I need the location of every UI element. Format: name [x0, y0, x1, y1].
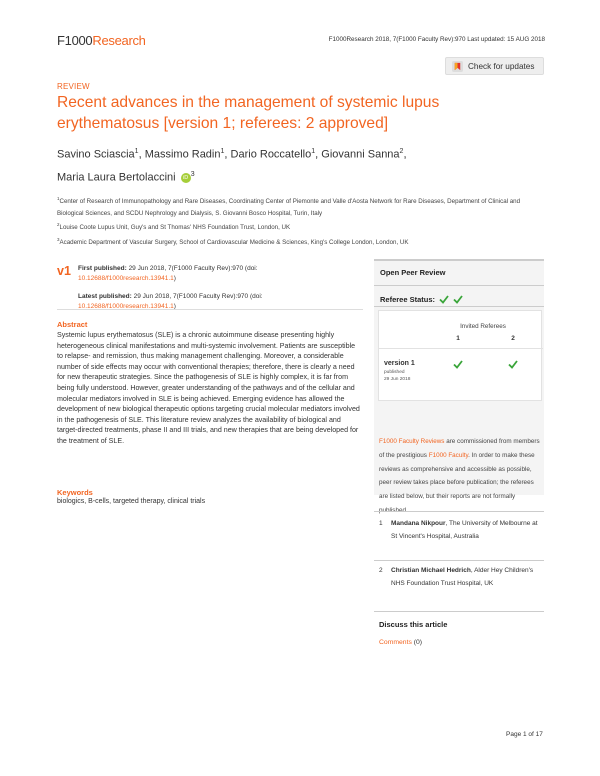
article-title: Recent advances in the management of systemic lupus erythematosus [version 1; referees: 2 approved]: [57, 94, 440, 132]
referee-name[interactable]: Christian Michael Hedrich: [391, 567, 471, 574]
approved-check-icon: [453, 294, 463, 304]
logo-prefix: F1000: [57, 33, 93, 48]
divider: [379, 348, 543, 349]
keywords-text: biologics, B-cells, targeted therapy, clinical trials: [57, 498, 206, 505]
publication-info: [78, 264, 363, 312]
first-published-text: 29 Jun 2018, 7(F1000 Faculty Rev):970 (doi:: [128, 265, 258, 272]
author-name[interactable]: Dario Roccatello: [230, 148, 312, 161]
approved-check-icon[interactable]: [453, 359, 463, 369]
referee-column-number: 2: [511, 335, 515, 342]
check-updates-button[interactable]: [445, 57, 544, 75]
latest-published-text: 29 Jun 2018, 7(F1000 Faculty Rev):970 (doi:: [133, 293, 263, 300]
approved-check-icon: [439, 294, 449, 304]
version-label[interactable]: version 1: [384, 360, 415, 367]
referee-number: 1: [379, 520, 383, 527]
author-affil-sup: 1: [220, 148, 225, 155]
author-list: Savino Sciascia$^1$, Massimo Radin$^1$, Dario Roccatello$^1$, Giovanni Sanna$^2$, Maria Laura Bertolaccini $iD^3$: [57, 148, 407, 184]
version-published-label: published: [384, 370, 405, 375]
page-number: Page 1 of 17: [506, 731, 543, 738]
author-name[interactable]: Giovanni Sanna: [321, 148, 400, 161]
divider: [374, 560, 544, 561]
comments-count: (0): [411, 639, 423, 646]
divider: [374, 611, 544, 612]
first-published-close: ): [173, 275, 176, 282]
approved-check-icon[interactable]: [508, 359, 518, 369]
check-updates-label: Check for updates: [468, 61, 535, 71]
faculty-link[interactable]: F1000 Faculty: [428, 451, 469, 459]
article-type: REVIEW: [57, 82, 90, 91]
orcid-icon[interactable]: iD: [181, 173, 191, 183]
referee-status-label: Referee Status:: [380, 294, 436, 304]
affiliation-text: Center of Research of Immunopathology and Rare Diseases, Coordinating Center of Piemonte and Valle d'Aosta Network for Rare Diseases, Department of Clinical and Biological Sciences, and SCDU Nephrology and Dialysis, S. Giovanni Bosco Hospital, Turin, Italy: [57, 198, 521, 217]
crossmark-icon: [452, 61, 463, 72]
affiliation-item: [57, 219, 547, 234]
divider: [374, 306, 544, 307]
author-affil-sup: 2: [399, 148, 404, 155]
referee-affiliation: , The University of Melbourne at St Vincent's Hospital, Australia: [391, 520, 538, 540]
version-badge: v1: [57, 264, 71, 278]
divider: [374, 511, 544, 512]
note-text: are commissioned from members of the prestigious: [379, 438, 540, 459]
affiliation-sup: 3: [57, 236, 60, 242]
author-name[interactable]: Savino Sciascia: [57, 148, 135, 161]
keywords-heading: Keywords: [57, 488, 93, 497]
version-published-date: [384, 370, 410, 383]
referee-number: 2: [379, 567, 383, 574]
version-date: 29 Jun 2018: [384, 376, 411, 382]
first-published: [78, 264, 363, 284]
abstract-heading: Abstract: [57, 320, 88, 329]
affiliations: [57, 193, 547, 248]
note-text: . In order to make these reviews as comprehensive and accessible as possible, peer review takes place before publication; the referees are listed below, but their reports are not formally published.: [379, 451, 535, 514]
citation-meta: F1000Research 2018, 7(F1000 Faculty Rev):970 Last updated: 15 AUG 2018: [328, 36, 545, 43]
divider: [374, 285, 544, 286]
affiliation-item: [57, 193, 547, 219]
abstract-text: Systemic lupus erythematosus (SLE) is a chronic autoimmune disease presenting highly heterogeneous clinical manifestations and multi-systemic involvement. Patients are susceptible to relapse- and remission, thus making management challenging. Moreover, a considerable number of side effects may occur with conventional therapies; therefore, there is clearly a need for new therapeutic strategies. Since the pathogenesis of SLE is highly complex, it is far from being fully understood. However, greater understanding of the pathways and of the cellular and molecular mediators involved in SLE is being achieved. Emerging evidence has allowed the development of new biological therapeutic options targeting crucial molecular mediators involved in the pathogenesis of SLE. This literature review analyzes the availability of biological and target-directed treatments, phase II and III trials, and new therapies that are being developed for the treatment of SLE.: [57, 331, 360, 445]
faculty-reviews-link[interactable]: F1000 Faculty Reviews: [379, 438, 445, 445]
author-affil-sup: 1: [311, 148, 316, 155]
discuss-heading: Discuss this article: [379, 620, 448, 629]
author-name[interactable]: Maria Laura Bertolaccini: [57, 171, 176, 184]
referee-name[interactable]: Mandana Nikpour: [391, 520, 446, 527]
affiliation-sup: 1: [57, 196, 60, 201]
affiliation-text: Academic Department of Vascular Surgery, School of Cardiovascular Medicine & Sciences, King's College London, London, UK: [59, 238, 409, 246]
divider: [57, 309, 363, 310]
comments-link[interactable]: Comments: [379, 639, 412, 646]
author-affil-sup: 1: [134, 148, 139, 155]
referee-table: [378, 310, 542, 401]
author-name[interactable]: Massimo Radin: [144, 148, 221, 161]
logo-accent: Research: [92, 33, 146, 48]
page-header: [57, 33, 545, 49]
referee-column-number: 1: [456, 335, 460, 342]
referee-affiliation: , Alder Hey Children's NHS Foundation Trust Hospital, UK: [391, 567, 534, 587]
latest-published-doi-link[interactable]: 10.12688/f1000research.13941.1: [78, 303, 174, 310]
affiliation-sup: 2: [57, 222, 60, 228]
latest-published-label: Latest published:: [78, 293, 132, 300]
referee-status: [380, 294, 463, 304]
open-peer-review-title: Open Peer Review: [380, 268, 446, 277]
author-affil-sup: 3: [190, 170, 195, 178]
affiliation-item: [57, 234, 547, 249]
first-published-label: First published:: [78, 265, 127, 272]
invited-referees-label: Invited Referees: [460, 323, 506, 330]
latest-published-close: ): [173, 303, 176, 310]
journal-logo[interactable]: [57, 33, 146, 48]
first-published-doi-link[interactable]: 10.12688/f1000research.13941.1: [78, 275, 174, 282]
affiliation-text: Louise Coote Lupus Unit, Guy's and St Thomas' NHS Foundation Trust, London, UK: [59, 224, 291, 232]
comments: [379, 639, 422, 646]
faculty-review-note: [379, 435, 544, 518]
